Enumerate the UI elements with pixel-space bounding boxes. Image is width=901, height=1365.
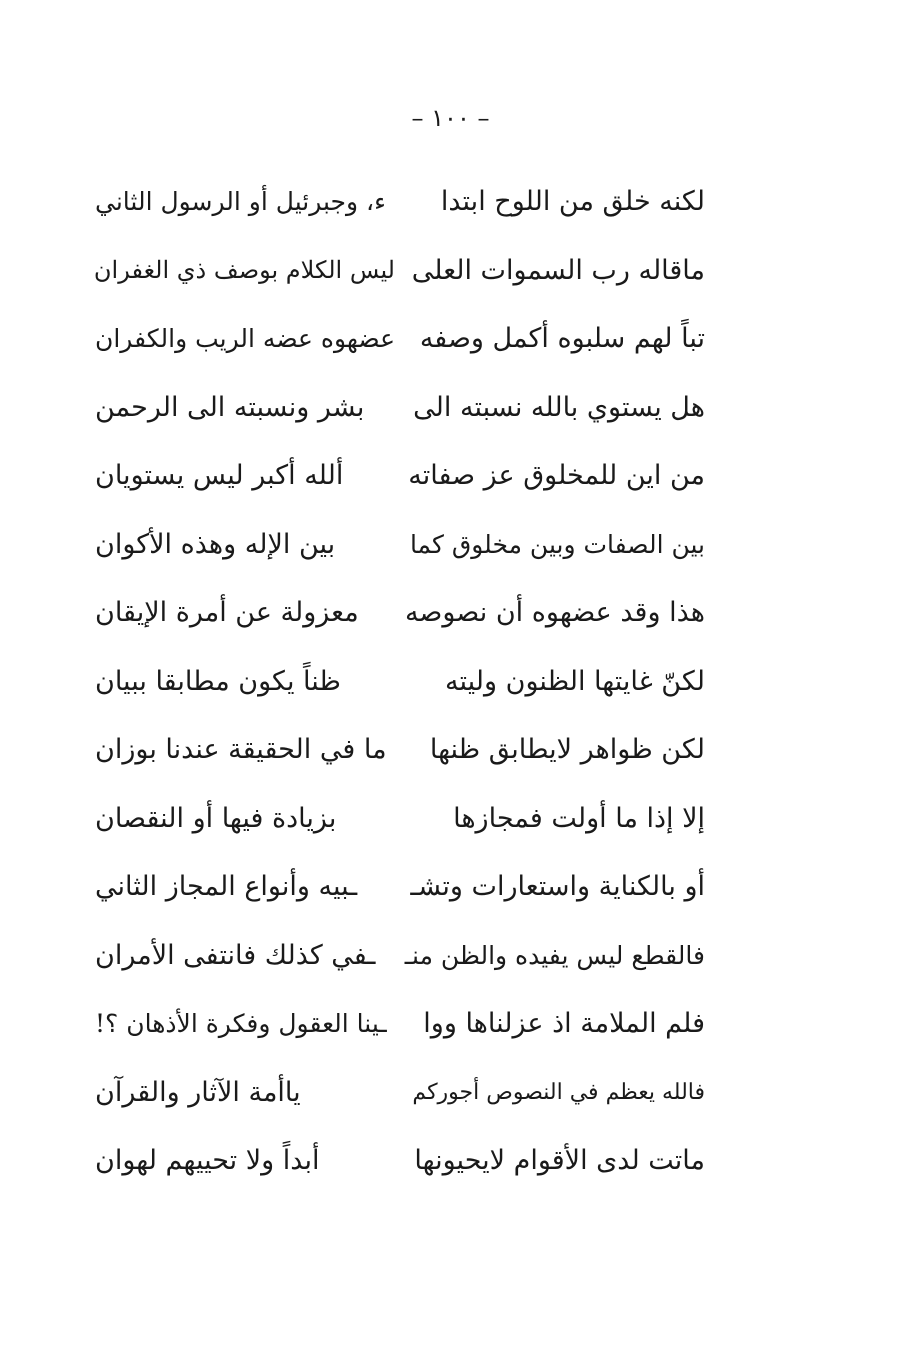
verse-row: [95, 511, 705, 580]
second-hemistich: بشر ونسبته الى الرحمن: [95, 391, 365, 423]
verse-row: [95, 579, 705, 648]
second-hemistich: ياأمة الآثار والقرآن: [95, 1076, 301, 1108]
second-hemistich: ـبيه وأنواع المجاز الثاني: [95, 871, 358, 903]
first-hemistich: بين الصفات وبين مخلوق كما: [409, 529, 705, 559]
first-hemistich: تباً لهم سلبوه أكمل وصفه: [419, 323, 705, 355]
first-hemistich: لكن ظواهر لايطابق ظنها: [429, 734, 705, 766]
first-hemistich: فالله يعظم في النصوص أجوركم: [412, 1079, 705, 1105]
first-hemistich: أو بالكناية واستعارات وتشـ: [410, 871, 705, 903]
second-hemistich: ـينا العقول وفكرة الأذهان ؟!: [95, 1009, 387, 1039]
verse-row: [95, 716, 705, 785]
second-hemistich: ء، وجبرئيل أو الرسول الثاني: [95, 187, 386, 217]
second-hemistich: ما في الحقيقة عندنا بوزان: [95, 734, 387, 766]
poem: [95, 168, 705, 1196]
first-hemistich: هل يستوي بالله نسبته الى: [413, 391, 705, 423]
second-hemistich: أبداً ولا تحييهم لهوان: [95, 1145, 320, 1177]
first-hemistich: لكنه خلق من اللوح ابتدا: [440, 186, 705, 218]
first-hemistich: ماتت لدى الأقوام لايحيونها: [414, 1145, 705, 1177]
verse-row: [95, 305, 705, 374]
second-hemistich: معزولة عن أمرة الإيقان: [95, 597, 359, 629]
second-hemistich: ألله أكبر ليس يستويان: [95, 460, 344, 492]
verse-row: [95, 1059, 705, 1128]
first-hemistich: هذا وقد عضهوه أن نصوصه: [404, 597, 705, 629]
second-hemistich: ظناً يكون مطابقا ببيان: [95, 665, 341, 697]
second-hemistich: بين الإله وهذه الأكوان: [95, 528, 336, 560]
second-hemistich: بزيادة فيها أو النقصان: [95, 802, 337, 834]
second-hemistich: عضهوه عضه الريب والكفران: [94, 324, 395, 354]
verse-row: [95, 922, 705, 991]
second-hemistich: ـفي كذلك فانتفى الأمران: [95, 939, 376, 971]
verse-row: [95, 785, 705, 854]
first-hemistich: إلا إذا ما أولت فمجازها: [453, 802, 705, 834]
verse-row: [95, 990, 705, 1059]
page-number: – ١٠٠ –: [411, 104, 490, 132]
verse-row: [95, 853, 705, 922]
verse-row: [95, 168, 705, 237]
second-hemistich: ليس الكلام بوصف ذي الغفران: [93, 256, 395, 285]
verse-row: [95, 442, 705, 511]
first-hemistich: فلم الملامة اذ عزلناها ووا: [423, 1008, 705, 1040]
first-hemistich: فالقطع ليس يفيده والظن منـ: [404, 940, 705, 970]
first-hemistich: ماقاله رب السموات العلى: [411, 254, 705, 286]
verse-row: [95, 648, 705, 717]
verse-row: [95, 374, 705, 443]
verse-row: [95, 237, 705, 306]
first-hemistich: من اين للمخلوق عز صفاته: [408, 460, 705, 492]
verse-row: [95, 1127, 705, 1196]
first-hemistich: لكنّ غايتها الظنون وليته: [445, 665, 705, 697]
